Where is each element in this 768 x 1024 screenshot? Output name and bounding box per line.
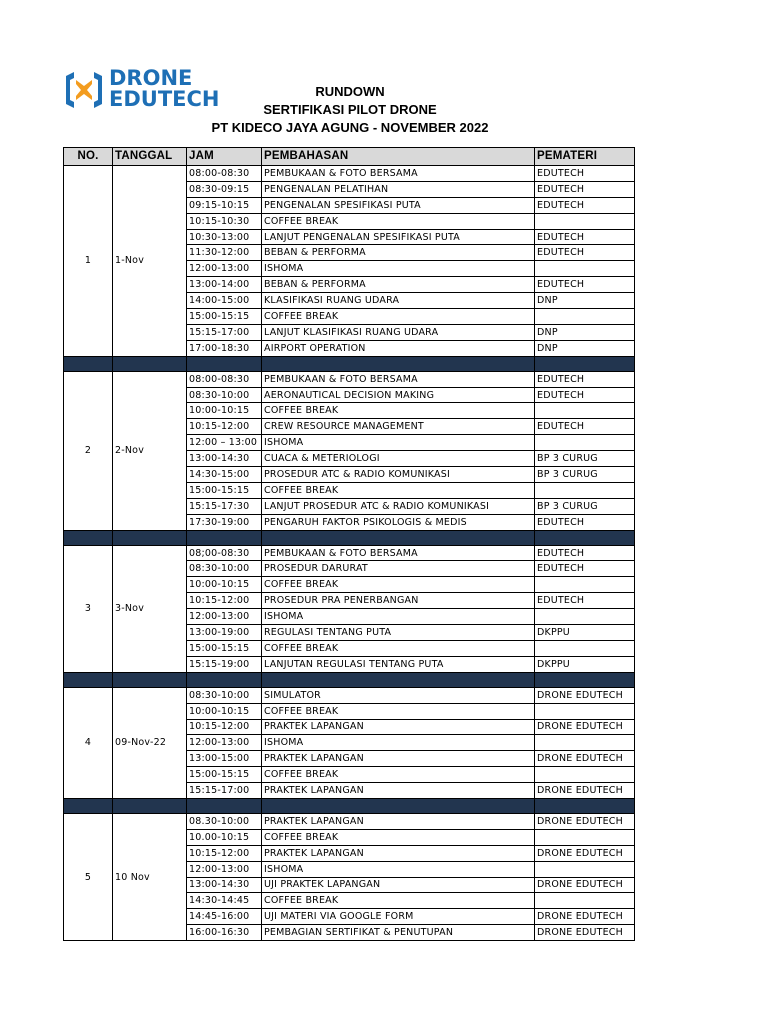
jam-cell: 15:00-15:15 bbox=[187, 482, 262, 498]
pemateri-cell bbox=[535, 403, 635, 419]
pembahasan-cell: ISHOMA bbox=[262, 609, 535, 625]
jam-cell: 09:15-10:15 bbox=[187, 197, 262, 213]
separator-cell bbox=[187, 530, 262, 545]
pemateri-cell bbox=[535, 861, 635, 877]
table-row bbox=[64, 166, 635, 182]
header-tanggal: TANGGAL bbox=[113, 148, 187, 166]
pembahasan-cell: PENGARUH FAKTOR PSIKOLOGIS & MEDIS bbox=[262, 514, 535, 530]
pemateri-cell: EDUTECH bbox=[535, 419, 635, 435]
pemateri-cell bbox=[535, 435, 635, 451]
day-number: 5 bbox=[64, 813, 113, 940]
pembahasan-cell: LANJUT KLASIFIKASI RUANG UDARA bbox=[262, 324, 535, 340]
pemateri-cell: EDUTECH bbox=[535, 166, 635, 182]
jam-cell: 10:00-10:15 bbox=[187, 403, 262, 419]
pemateri-cell: EDUTECH bbox=[535, 593, 635, 609]
separator-cell bbox=[113, 356, 187, 371]
pemateri-cell: DRONE EDUTECH bbox=[535, 909, 635, 925]
jam-cell: 12:00-13:00 bbox=[187, 735, 262, 751]
pemateri-cell bbox=[535, 213, 635, 229]
table-row bbox=[64, 687, 635, 703]
pemateri-cell: EDUTECH bbox=[535, 545, 635, 561]
jam-cell: 15:15-17:00 bbox=[187, 783, 262, 799]
pembahasan-cell: AIRPORT OPERATION bbox=[262, 340, 535, 356]
separator-cell bbox=[64, 798, 113, 813]
day-date: 09-Nov-22 bbox=[113, 687, 187, 798]
pembahasan-cell: PRAKTEK LAPANGAN bbox=[262, 845, 535, 861]
pembahasan-cell: PEMBUKAAN & FOTO BERSAMA bbox=[262, 371, 535, 387]
jam-cell: 10.00-10:15 bbox=[187, 829, 262, 845]
separator-cell bbox=[262, 530, 535, 545]
pemateri-cell: DNP bbox=[535, 293, 635, 309]
pembahasan-cell: LANJUTAN REGULASI TENTANG PUTA bbox=[262, 656, 535, 672]
pembahasan-cell: COFFEE BREAK bbox=[262, 640, 535, 656]
pemateri-cell bbox=[535, 829, 635, 845]
jam-cell: 10:30-13:00 bbox=[187, 229, 262, 245]
pembahasan-cell: COFFEE BREAK bbox=[262, 829, 535, 845]
pembahasan-cell: COFFEE BREAK bbox=[262, 893, 535, 909]
pemateri-cell bbox=[535, 577, 635, 593]
day-number: 2 bbox=[64, 371, 113, 530]
pemateri-cell: DKPPU bbox=[535, 625, 635, 641]
day-number: 3 bbox=[64, 545, 113, 672]
pemateri-cell bbox=[535, 261, 635, 277]
pemateri-cell: EDUTECH bbox=[535, 181, 635, 197]
separator-cell bbox=[262, 672, 535, 687]
header-jam: JAM bbox=[187, 148, 262, 166]
pembahasan-cell: PEMBAGIAN SERTIFIKAT & PENUTUPAN bbox=[262, 925, 535, 941]
jam-cell: 08:30-10:00 bbox=[187, 561, 262, 577]
pemateri-cell bbox=[535, 609, 635, 625]
header-pemateri: PEMATERI bbox=[535, 148, 635, 166]
pembahasan-cell: PROSEDUR ATC & RADIO KOMUNIKASI bbox=[262, 467, 535, 483]
day-date: 3-Nov bbox=[113, 545, 187, 672]
pembahasan-cell: SIMULATOR bbox=[262, 687, 535, 703]
pembahasan-cell: COFFEE BREAK bbox=[262, 482, 535, 498]
separator-cell bbox=[113, 798, 187, 813]
pembahasan-cell: PRAKTEK LAPANGAN bbox=[262, 751, 535, 767]
pembahasan-cell: PEMBUKAAN & FOTO BERSAMA bbox=[262, 166, 535, 182]
pemateri-cell bbox=[535, 482, 635, 498]
pemateri-cell: BP 3 CURUG bbox=[535, 498, 635, 514]
jam-cell: 11:30-12:00 bbox=[187, 245, 262, 261]
jam-cell: 14:00-15:00 bbox=[187, 293, 262, 309]
jam-cell: 17:30-19:00 bbox=[187, 514, 262, 530]
separator-cell bbox=[262, 356, 535, 371]
rundown-table bbox=[63, 147, 635, 941]
jam-cell: 10:15-12:00 bbox=[187, 719, 262, 735]
pembahasan-cell: UJI PRAKTEK LAPANGAN bbox=[262, 877, 535, 893]
pemateri-cell bbox=[535, 767, 635, 783]
pembahasan-cell: LANJUT PENGENALAN SPESIFIKASI PUTA bbox=[262, 229, 535, 245]
pembahasan-cell: PRAKTEK LAPANGAN bbox=[262, 719, 535, 735]
jam-cell: 14:30-15:00 bbox=[187, 467, 262, 483]
jam-cell: 10:00-10:15 bbox=[187, 577, 262, 593]
jam-cell: 15:00-15:15 bbox=[187, 767, 262, 783]
pemateri-cell bbox=[535, 640, 635, 656]
document-organization: PT KIDECO JAYA AGUNG - NOVEMBER 2022 bbox=[211, 120, 489, 135]
pembahasan-cell: ISHOMA bbox=[262, 261, 535, 277]
jam-cell: 13:00-15:00 bbox=[187, 751, 262, 767]
jam-cell: 13:00-14:30 bbox=[187, 451, 262, 467]
jam-cell: 12:00 – 13:00 bbox=[187, 435, 262, 451]
pemateri-cell: DNP bbox=[535, 340, 635, 356]
pemateri-cell bbox=[535, 735, 635, 751]
day-separator-row bbox=[64, 672, 635, 687]
separator-cell bbox=[535, 356, 635, 371]
day-separator-row bbox=[64, 356, 635, 371]
separator-cell bbox=[113, 672, 187, 687]
jam-cell: 17:00-18:30 bbox=[187, 340, 262, 356]
jam-cell: 12:00-13:00 bbox=[187, 609, 262, 625]
separator-cell bbox=[187, 672, 262, 687]
day-separator-row bbox=[64, 798, 635, 813]
pembahasan-cell: REGULASI TENTANG PUTA bbox=[262, 625, 535, 641]
jam-cell: 12:00-13:00 bbox=[187, 861, 262, 877]
document-subtitle: SERTIFIKASI PILOT DRONE bbox=[263, 102, 437, 117]
pemateri-cell: EDUTECH bbox=[535, 371, 635, 387]
jam-cell: 10:15-12:00 bbox=[187, 419, 262, 435]
jam-cell: 10:15-12:00 bbox=[187, 593, 262, 609]
jam-cell: 10:15-10:30 bbox=[187, 213, 262, 229]
jam-cell: 08:30-10:00 bbox=[187, 687, 262, 703]
jam-cell: 15:15-19:00 bbox=[187, 656, 262, 672]
table-row bbox=[64, 813, 635, 829]
pemateri-cell: BP 3 CURUG bbox=[535, 467, 635, 483]
pembahasan-cell: COFFEE BREAK bbox=[262, 309, 535, 325]
jam-cell: 15:15-17:00 bbox=[187, 324, 262, 340]
separator-cell bbox=[113, 530, 187, 545]
pemateri-cell: BP 3 CURUG bbox=[535, 451, 635, 467]
pembahasan-cell: PROSEDUR DARURAT bbox=[262, 561, 535, 577]
pembahasan-cell: PEMBUKAAN & FOTO BERSAMA bbox=[262, 545, 535, 561]
table-row bbox=[64, 371, 635, 387]
pembahasan-cell: KLASIFIKASI RUANG UDARA bbox=[262, 293, 535, 309]
pembahasan-cell: BEBAN & PERFORMA bbox=[262, 277, 535, 293]
pemateri-cell bbox=[535, 309, 635, 325]
jam-cell: 08.30-10:00 bbox=[187, 813, 262, 829]
jam-cell: 12:00-13:00 bbox=[187, 261, 262, 277]
pembahasan-cell: ISHOMA bbox=[262, 861, 535, 877]
jam-cell: 08:00-08:30 bbox=[187, 166, 262, 182]
separator-cell bbox=[535, 798, 635, 813]
logo-text-drone: DRONE bbox=[109, 66, 193, 90]
jam-cell: 15:15-17:30 bbox=[187, 498, 262, 514]
pembahasan-cell: ISHOMA bbox=[262, 435, 535, 451]
jam-cell: 13:00-14:30 bbox=[187, 877, 262, 893]
day-number: 4 bbox=[64, 687, 113, 798]
pemateri-cell bbox=[535, 703, 635, 719]
jam-cell: 08:30-09:15 bbox=[187, 181, 262, 197]
pemateri-cell: DRONE EDUTECH bbox=[535, 813, 635, 829]
day-separator-row bbox=[64, 530, 635, 545]
pemateri-cell: EDUTECH bbox=[535, 229, 635, 245]
logo-text-edu: EDU bbox=[109, 87, 158, 111]
pembahasan-cell: COFFEE BREAK bbox=[262, 213, 535, 229]
separator-cell bbox=[64, 672, 113, 687]
logo-text-tech: TECH bbox=[157, 87, 220, 111]
pemateri-cell: EDUTECH bbox=[535, 514, 635, 530]
document-title: RUNDOWN bbox=[315, 84, 385, 99]
separator-cell bbox=[64, 356, 113, 371]
pemateri-cell: EDUTECH bbox=[535, 387, 635, 403]
pemateri-cell: DRONE EDUTECH bbox=[535, 751, 635, 767]
pembahasan-cell: BEBAN & PERFORMA bbox=[262, 245, 535, 261]
header-no: NO. bbox=[64, 148, 113, 166]
jam-cell: 16:00-16:30 bbox=[187, 925, 262, 941]
pembahasan-cell: PRAKTEK LAPANGAN bbox=[262, 783, 535, 799]
jam-cell: 14:45-16:00 bbox=[187, 909, 262, 925]
day-date: 2-Nov bbox=[113, 371, 187, 530]
pembahasan-cell: CUACA & METERIOLOGI bbox=[262, 451, 535, 467]
header-pembahasan: PEMBAHASAN bbox=[262, 148, 535, 166]
pemateri-cell: DNP bbox=[535, 324, 635, 340]
pembahasan-cell: UJI MATERI VIA GOOGLE FORM bbox=[262, 909, 535, 925]
pembahasan-cell: AERONAUTICAL DECISION MAKING bbox=[262, 387, 535, 403]
day-date: 10 Nov bbox=[113, 813, 187, 940]
jam-cell: 10:15-12:00 bbox=[187, 845, 262, 861]
pemateri-cell: EDUTECH bbox=[535, 277, 635, 293]
pemateri-cell: DRONE EDUTECH bbox=[535, 845, 635, 861]
pemateri-cell: DRONE EDUTECH bbox=[535, 877, 635, 893]
jam-cell: 15:00-15:15 bbox=[187, 309, 262, 325]
separator-cell bbox=[187, 798, 262, 813]
table-header-row bbox=[64, 148, 635, 166]
drone-edutech-logo-icon bbox=[62, 68, 106, 112]
jam-cell: 13:00-14:00 bbox=[187, 277, 262, 293]
pembahasan-cell: PENGENALAN SPESIFIKASI PUTA bbox=[262, 197, 535, 213]
pemateri-cell: EDUTECH bbox=[535, 561, 635, 577]
jam-cell: 13:00-19:00 bbox=[187, 625, 262, 641]
jam-cell: 14:30-14:45 bbox=[187, 893, 262, 909]
separator-cell bbox=[187, 356, 262, 371]
pembahasan-cell: PROSEDUR PRA PENERBANGAN bbox=[262, 593, 535, 609]
pemateri-cell: DRONE EDUTECH bbox=[535, 687, 635, 703]
jam-cell: 08:00-08:30 bbox=[187, 371, 262, 387]
pembahasan-cell: COFFEE BREAK bbox=[262, 703, 535, 719]
separator-cell bbox=[535, 530, 635, 545]
separator-cell bbox=[262, 798, 535, 813]
day-number: 1 bbox=[64, 166, 113, 357]
jam-cell: 08;00-08:30 bbox=[187, 545, 262, 561]
table-row bbox=[64, 545, 635, 561]
jam-cell: 08:30-10:00 bbox=[187, 387, 262, 403]
pemateri-cell: DRONE EDUTECH bbox=[535, 783, 635, 799]
pembahasan-cell: COFFEE BREAK bbox=[262, 577, 535, 593]
pembahasan-cell: LANJUT PROSEDUR ATC & RADIO KOMUNIKASI bbox=[262, 498, 535, 514]
pembahasan-cell: PRAKTEK LAPANGAN bbox=[262, 813, 535, 829]
jam-cell: 10:00-10:15 bbox=[187, 703, 262, 719]
pembahasan-cell: COFFEE BREAK bbox=[262, 403, 535, 419]
separator-cell bbox=[535, 672, 635, 687]
separator-cell bbox=[64, 530, 113, 545]
jam-cell: 15:00-15:15 bbox=[187, 640, 262, 656]
pembahasan-cell: COFFEE BREAK bbox=[262, 767, 535, 783]
pembahasan-cell: PENGENALAN PELATIHAN bbox=[262, 181, 535, 197]
rundown-body bbox=[64, 166, 635, 941]
pembahasan-cell: CREW RESOURCE MANAGEMENT bbox=[262, 419, 535, 435]
pemateri-cell: DKPPU bbox=[535, 656, 635, 672]
pemateri-cell bbox=[535, 893, 635, 909]
pemateri-cell: EDUTECH bbox=[535, 197, 635, 213]
pembahasan-cell: ISHOMA bbox=[262, 735, 535, 751]
day-date: 1-Nov bbox=[113, 166, 187, 357]
pemateri-cell: EDUTECH bbox=[535, 245, 635, 261]
pemateri-cell: DRONE EDUTECH bbox=[535, 925, 635, 941]
pemateri-cell: DRONE EDUTECH bbox=[535, 719, 635, 735]
